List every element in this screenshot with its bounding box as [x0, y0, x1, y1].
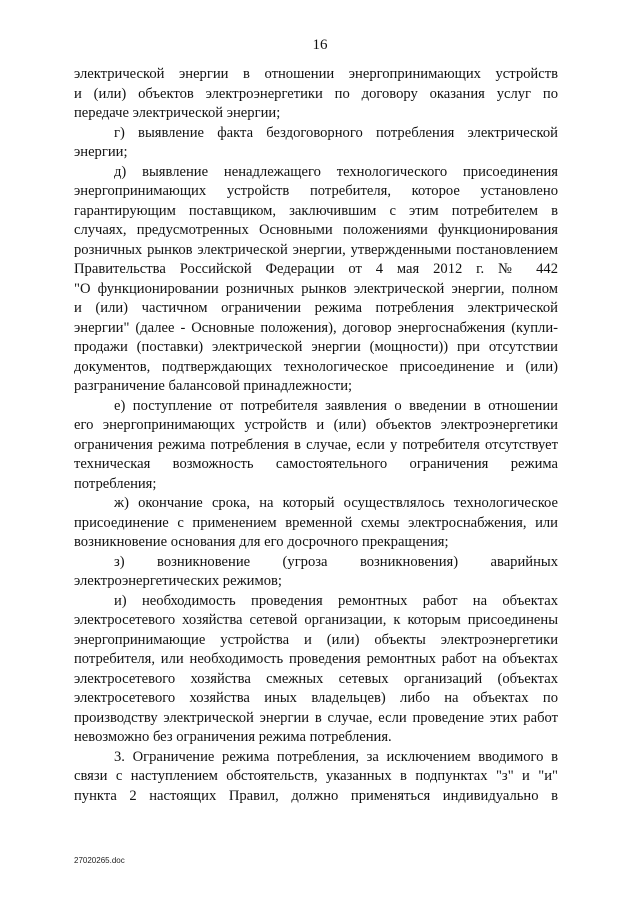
text-line: электросетевого хозяйства смежных сетевых организаций (объектах	[74, 670, 558, 687]
document-footer: 27020265.doc	[74, 856, 125, 865]
text-line: энергопринимающих устройств потребителя, которое установлено	[74, 183, 558, 199]
paragraph-first-line: и) необходимость проведения ремонтных работ на объектах	[114, 592, 558, 609]
text-line: розничных рынков электрической энергии, утвержденными постановлением	[74, 241, 558, 258]
paragraph-first-line: з) возникновение (угроза возникновения) аварийных	[114, 553, 558, 570]
text-line: возникновение основания для его досрочного прекращения;	[74, 534, 449, 550]
text-line: пункта 2 настоящих Правил, должно применяться индивидуально в	[74, 787, 558, 804]
text-line: присоединение с применением временной схемы электроснабжения, или	[74, 514, 558, 531]
text-line: его энергопринимающих устройств и (или) объектов электроэнергетики	[74, 417, 558, 433]
paragraph-first-line: г) выявление факта бездоговорного потребления электрической	[114, 124, 558, 141]
text-line: энергии;	[74, 144, 128, 160]
text-line: электроэнергетических режимов;	[74, 573, 282, 589]
text-line: электросетевого хозяйства сетевой организации, к которым присоединены	[74, 612, 558, 628]
paragraph-first-line: 3. Ограничение режима потребления, за исключением вводимого в	[114, 748, 558, 765]
text-line: потребителя, или необходимость проведения ремонтных работ на объектах	[74, 651, 558, 667]
paragraph-first-line: ж) окончание срока, на который осуществлялось технологическое	[114, 495, 558, 511]
text-line: энергии" (далее - Основные положения), договор энергоснабжения (купли-	[74, 319, 558, 336]
text-line: и (или) частичном ограничении режима потребления электрической	[74, 300, 558, 316]
text-line: ограничения режима потребления в случае, если у потребителя отсутствует	[74, 436, 558, 453]
text-line: и (или) объектов электроэнергетики по договору оказания услуг по	[74, 85, 558, 102]
text-line: "О функционировании розничных рынков электрической энергии, полном	[74, 280, 558, 297]
document-body	[74, 65, 558, 806]
text-line: гарантирующим поставщиком, заключившим с этим потребителем в	[74, 202, 558, 219]
paragraph-first-line: е) поступление от потребителя заявления о введении в отношении	[114, 397, 558, 414]
text-line: Правительства Российской Федерации от 4 мая 2012 г. № 442	[74, 261, 558, 277]
page-number: 16	[312, 37, 328, 53]
text-line: передаче электрической энергии;	[74, 105, 281, 121]
text-line: производству электрической энергии в случае, если проведение этих работ	[74, 709, 558, 726]
text-line: электросетевого хозяйства иных владельцев) либо на объектах по	[74, 690, 558, 706]
text-line: энергопринимающие устройства и (или) объекты электроэнергетики	[74, 631, 558, 648]
text-line: случаях, предусмотренных Основными положениями функционирования	[74, 222, 558, 238]
paragraph-first-line: д) выявление ненадлежащего технологического присоединения	[114, 163, 558, 180]
text-line: связи с наступлением обстоятельств, указанных в подпунктах "з" и "и"	[74, 768, 558, 784]
text-line: продажи (поставки) электрической энергии (мощности)) при отсутствии	[74, 339, 558, 355]
text-line: потребления;	[74, 475, 157, 492]
text-line: электрической энергии в отношении энергопринимающих устройств	[74, 66, 558, 82]
text-line: документов, подтверждающих технологическое присоединение и (или)	[74, 358, 558, 375]
text-line: невозможно без ограничения режима потребления.	[74, 729, 392, 745]
text-line: техническая возможность самостоятельного ограничения режима	[74, 456, 558, 472]
text-line: разграничение балансовой принадлежности;	[74, 378, 353, 394]
